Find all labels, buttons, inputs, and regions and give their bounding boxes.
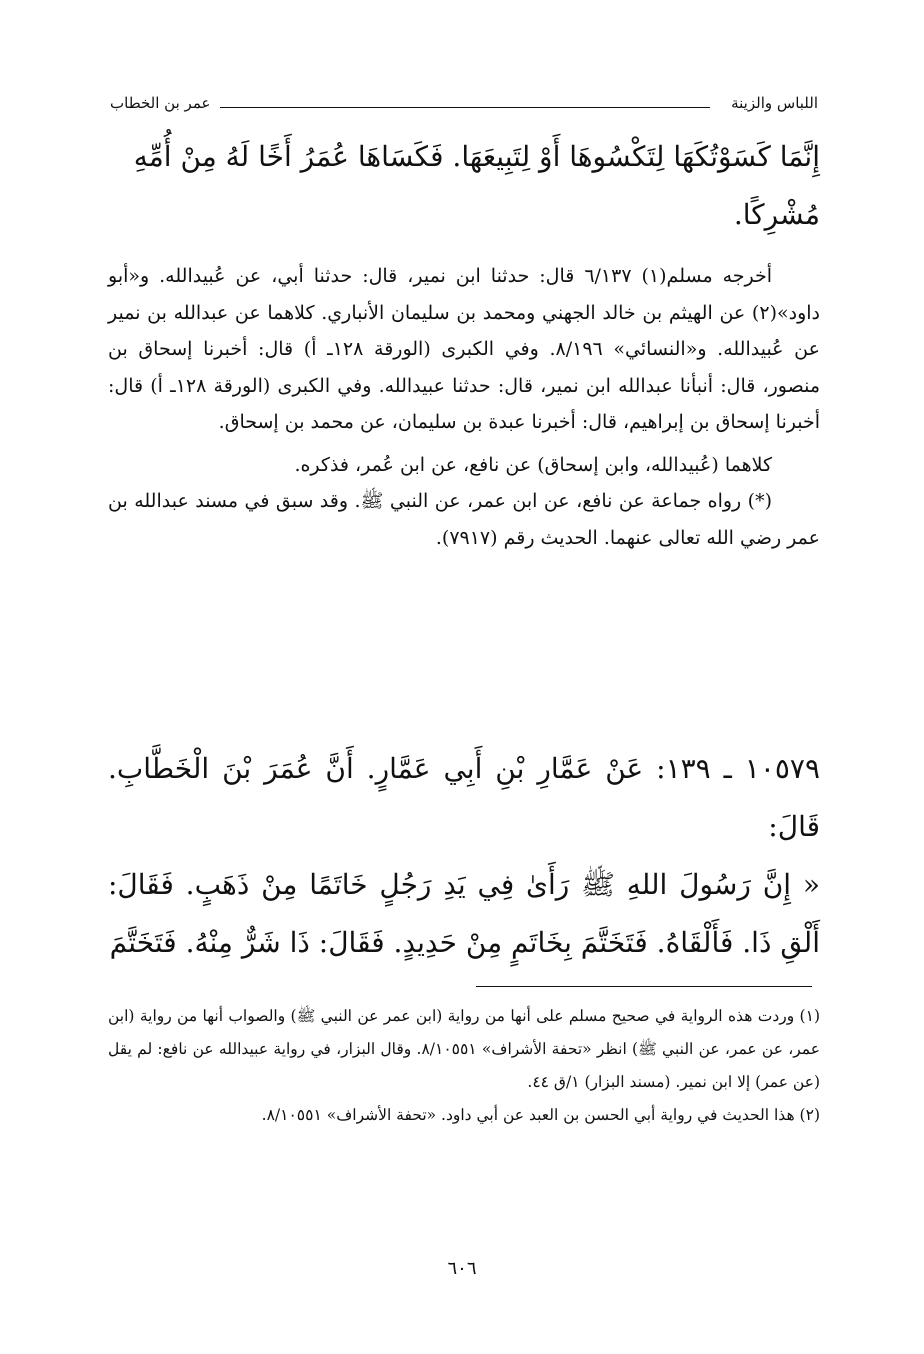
footnote-1: (١) وردت هذه الرواية في صحيح مسلم على أنها من رواية (ابن عمر عن النبي ﷺ) والصواب أنها من رواية (ابن عمر، عن عمر، عن النبي ﷺ) انظر «تحفة الأشراف» ٨/١٠٥٥١. وقال البزار، في رواية عبيدالله عن نافع: لم يقل (عن عمر) إلا ابن نمير. (مسند البزار) ١/ق ٤٤. — [108, 1007, 820, 1091]
takhrij-paragraph-1: أخرجه مسلم(١) ٦/١٣٧ قال: حدثنا ابن نمير، قال: حدثنا أبي، عن عُبيدالله. و«أبو داود»(٢) عن الهيثم بن خالد الجهني ومحمد بن سليمان الأنباري. كلاهما عن عبدالله بن نمير عن عُبيدالله. و«النسائي» ٨/١٩٦. وفي الكبرى (الورقة ١٢٨ـ أ) قال: أخبرنا إسحاق بن منصور، قال: أنبأنا عبدالله ابن نمير، قال: حدثنا عبيدالله. وفي الكبرى (الورقة ١٢٨ـ أ) قال: أخبرنا إسحاق بن إبراهيم، قال: أخبرنا عبدة بن سليمان، عن محمد بن إسحاق. — [108, 265, 821, 433]
footnotes-section — [108, 1000, 820, 1132]
takhrij-paragraph-3: (*) رواه جماعة عن نافع، عن ابن عمر، عن النبي ﷺ. وقد سبق في مسند عبدالله بن عمر رضي الله تعالى عنهما. الحديث رقم (٧٩١٧). — [108, 490, 820, 549]
footnote-2: (٢) هذا الحديث في رواية أبي الحسن بن العبد عن أبي داود. «تحفة الأشراف» ٨/١٠٥٥١. — [261, 1106, 820, 1124]
hadith-text: « إِنَّ رَسُولَ اللهِ ﷺ رَأَىٰ فِي يَدِ رَجُلٍ خَاتَمًا مِنْ ذَهَبٍ. فَقَالَ: أَلْقِ ذَا. فَأَلْقَاهُ. فَتَخَتَّمَ بِخَاتَمٍ مِنْ حَدِيدٍ. فَقَالَ: ذَا شَرٌّ مِنْهُ. فَتَخَتَّمَ — [108, 868, 820, 959]
takhrij-section — [108, 258, 820, 556]
chapter-title: اللباس والزينة — [731, 94, 818, 112]
running-header — [110, 94, 818, 118]
takhrij-paragraph-2: كلاهما (عُبيدالله، وابن إسحاق) عن نافع، عن ابن عُمر، فذكره. — [294, 453, 772, 476]
footnote-rule — [476, 986, 812, 987]
page-number: ٦٠٦ — [447, 1258, 477, 1279]
hadith-top-line2: مُشْرِكًا. — [733, 198, 820, 231]
hadith-top-line1: إِنَّمَا كَسَوْتُكَهَا لِتَكْسُوهَا أَوْ لِتَبِيعَهَا. فَكَسَاهَا عُمَرُ أَخًا لَهُ مِنْ أُمِّهِ — [133, 140, 820, 173]
hadith-top-text — [108, 128, 820, 244]
header-rule — [220, 107, 710, 108]
hadith-intro: ١٠٥٧٩ ـ ١٣٩: عَنْ عَمَّارِ بْنِ أَبِي عَمَّارٍ. أَنَّ عُمَرَ بْنَ الْخَطَّابِ. قَالَ: — [108, 752, 820, 843]
hadith-main — [108, 740, 820, 972]
section-title: عمر بن الخطاب — [110, 94, 211, 112]
